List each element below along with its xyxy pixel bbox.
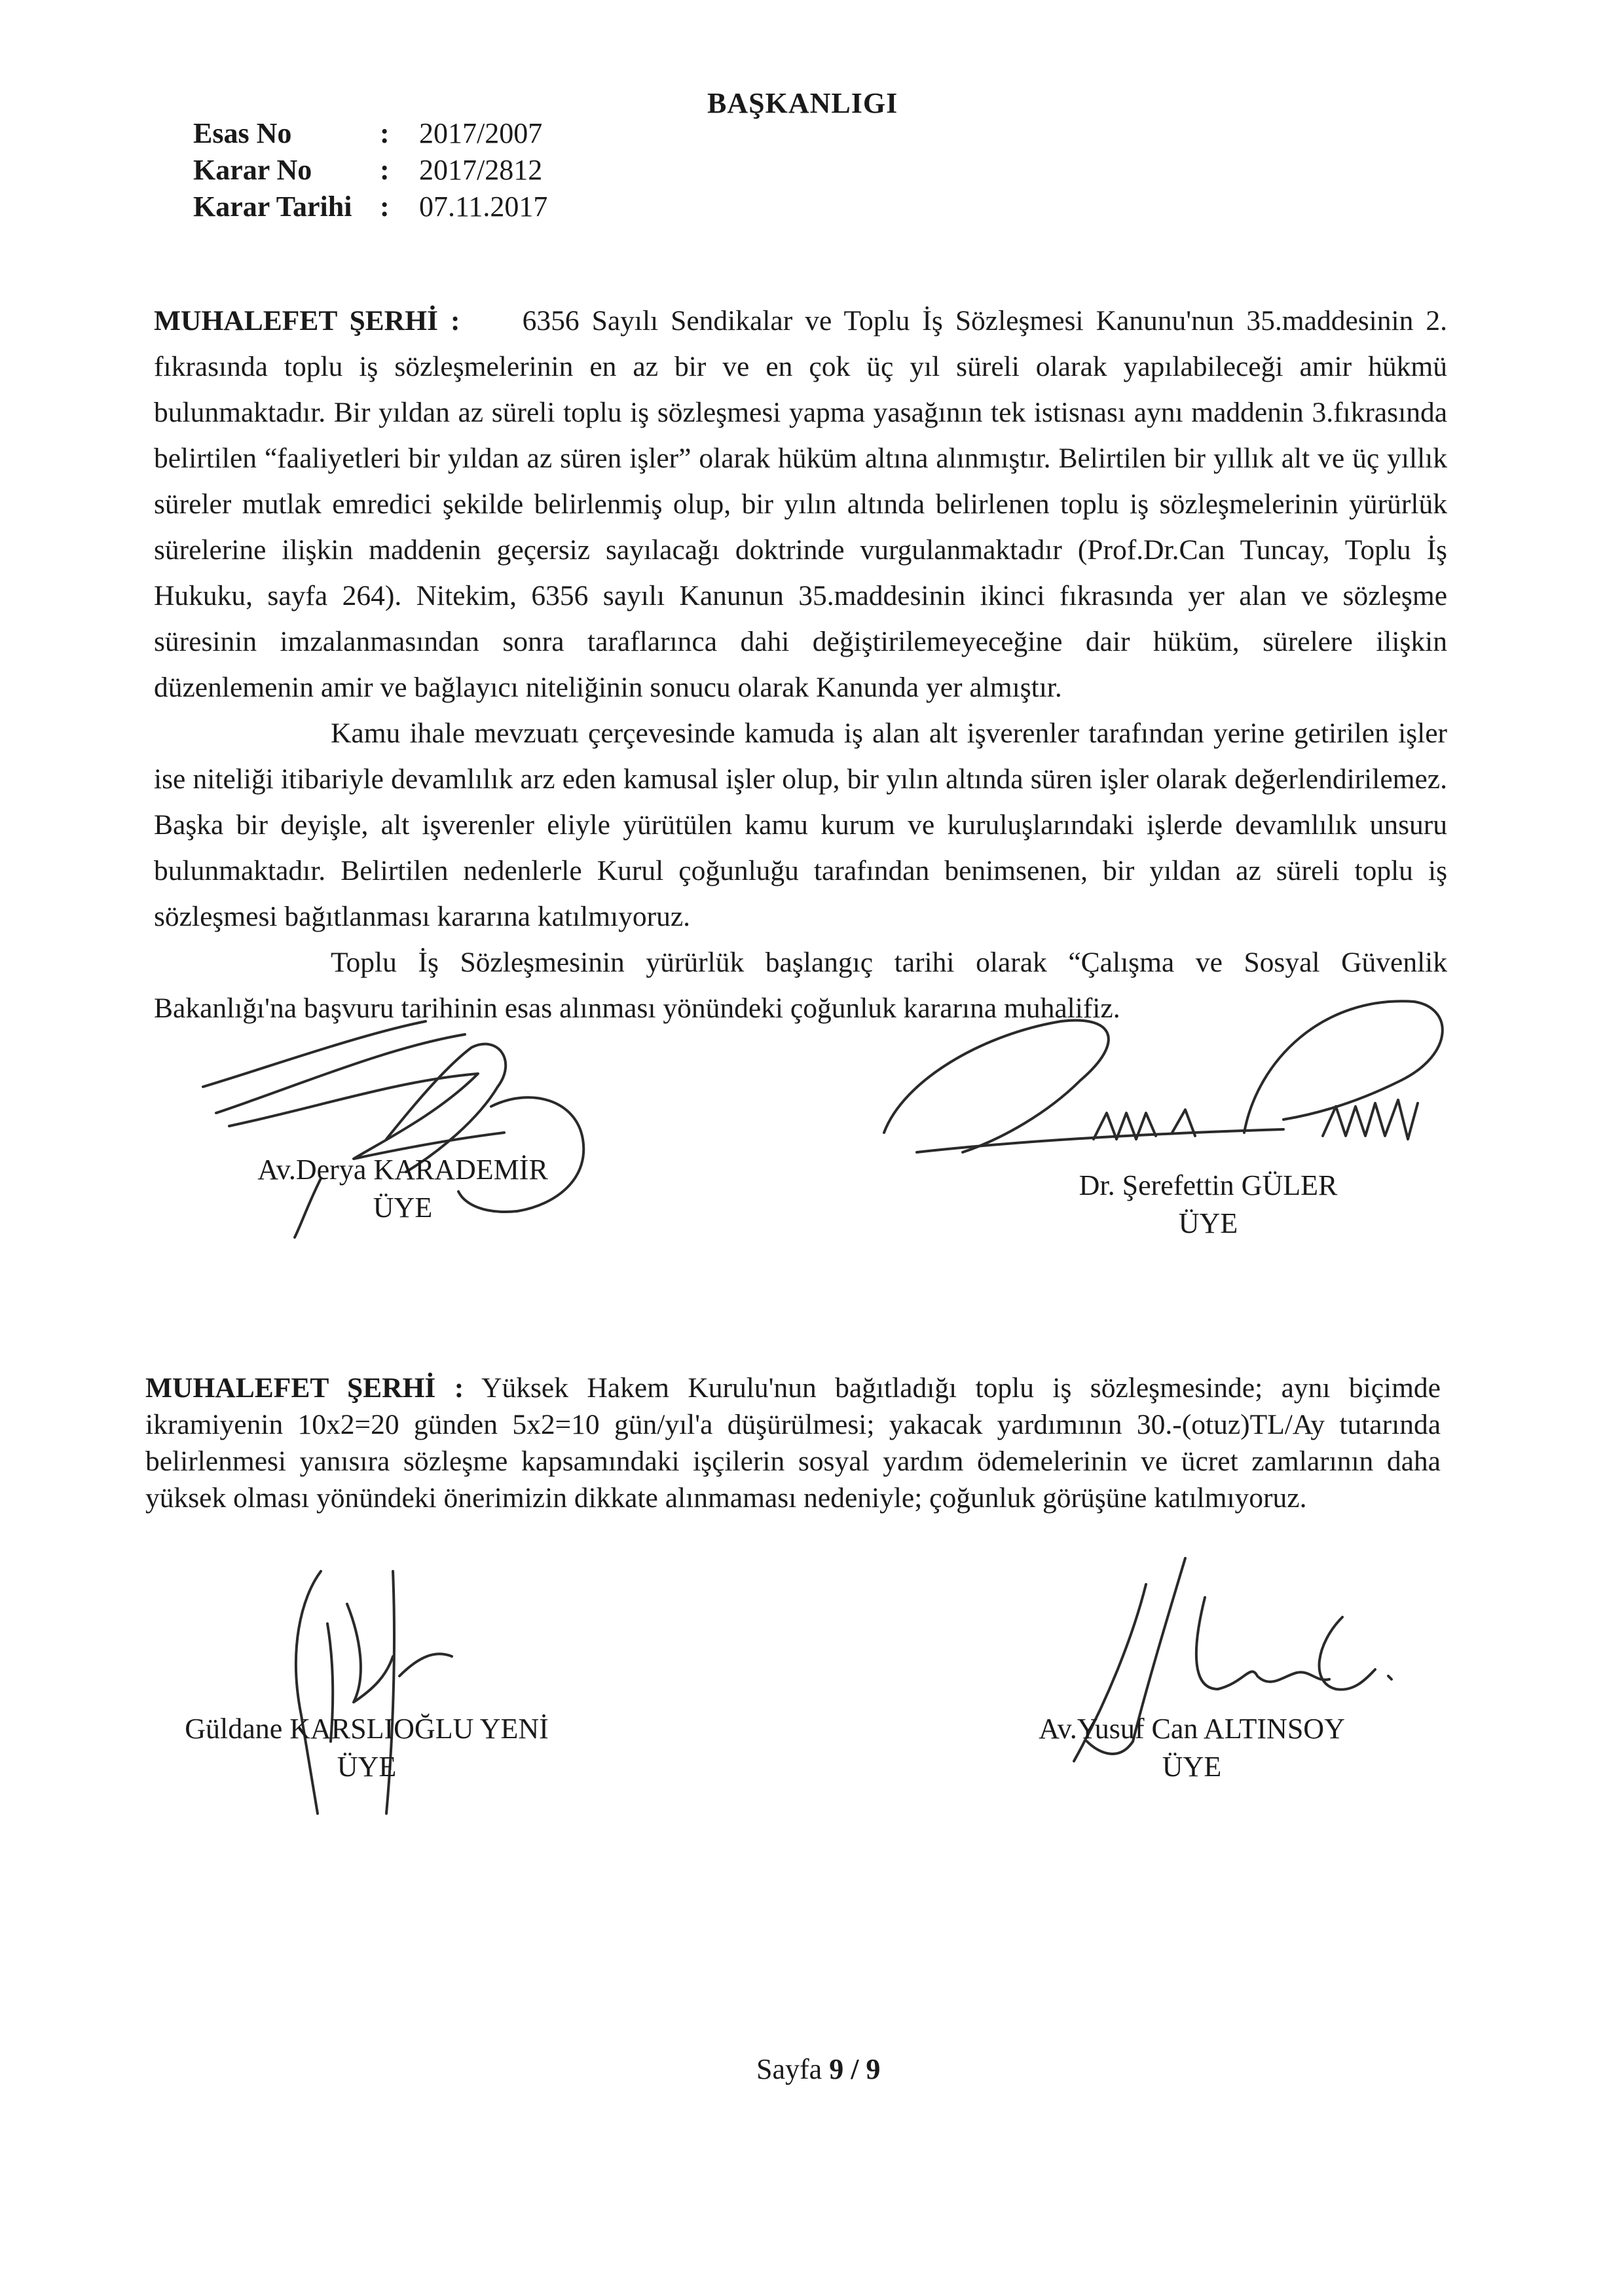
signer-2-right [982,1710,1401,1786]
signer-2-right-role: ÜYE [1162,1751,1222,1783]
esas-label: Esas No [193,117,292,149]
signer-2-left-role: ÜYE [337,1751,397,1783]
dissent-1-lead: MUHALEFET ŞERHİ : [154,305,460,337]
signer-1-right [1012,1167,1405,1243]
signer-1-right-role: ÜYE [1178,1207,1238,1239]
case-info-karar [193,152,547,189]
case-info-esas [193,115,547,152]
case-info [193,115,547,225]
page-number: 9 / 9 [829,2053,881,2085]
esas-colon: : [380,117,390,149]
tarih-colon: : [380,191,390,223]
page-footer-prefix: Sayfa [756,2053,822,2085]
esas-value: 2017/2007 [419,117,543,149]
signer-1-left-role: ÜYE [373,1192,433,1224]
dissent-2-lead: MUHALEFET ŞERHİ : [145,1372,464,1404]
signature-serefettin-guler [864,982,1493,1178]
signer-1-right-name: Dr. Şerefettin GÜLER [1079,1169,1338,1201]
karar-value: 2017/2812 [419,154,543,186]
dissent-1-paragraph-1 [154,298,1447,710]
page-footer [756,2052,880,2086]
signer-2-left-name: Güldane KARSLIOĞLU YENİ [185,1713,549,1745]
dissent-section-2 [145,1370,1441,1516]
dissent-section-1 [154,298,1447,1031]
signer-2-right-name: Av.Yusuf Can ALTINSOY [1039,1713,1345,1745]
karar-colon: : [380,154,390,186]
dissent-1-text-1: 6356 Sayılı Sendikalar ve Toplu İş Sözleşmesi Kanunu'nun 35.maddesinin 2. fıkrasında toplu iş sözleşmelerinin en az bir ve en çok üç yıl süreli olarak yapılabileceği amir hükmü bulunmaktadır. Bir yıldan az süreli toplu iş sözleşmesi yapma yasağının tek istisnası aynı maddenin 3.fıkrasında belirtilen “faaliyetleri bir yıldan az süren işler” olarak hüküm altına alınmıştır. Belirtilen bir yıllık alt ve üç yıllık süreler mutlak emredici şekilde belirlenmiş olup, bir yılın altında belirlenen toplu iş sözleşmelerinin yürürlük sürelerine ilişkin maddenin geçersiz sayılacağı doktrinde vurgulanmaktadır (Prof.Dr.Can Tuncay, Toplu İş Hukuku, sayfa 264). Nitekim, 6356 sayılı Kanunun 35.maddesinin ikinci fıkrasında yer alan ve sözleşme süresinin imzalanmasından sonra taraflarınca dahi değiştirilemeyeceğine dair hüküm, sürelere ilişkin düzenlemenin amir ve bağlayıcı niteliğinin sonucu olarak Kanunda yer almıştır. [154,305,1447,703]
case-info-tarih [193,189,547,225]
dissent-2-text-1: Yüksek Hakem Kurulu'nun bağıtladığı toplu iş sözleşmesinde; aynı biçimde ikramiyenin 10x2=20 günden 5x2=10 gün/yıl'a düşürülmesi; yakacak yardımının 30.-(otuz)TL/Ay tutarında belirlenmesi yanısıra sözleşme kapsamındaki işçilerin sosyal yardım ödemelerinin ve ücret zamlarının daha yüksek olması yönündeki önerimizin dikkate alınmaması nedeniyle; çoğunluk görüşüne katılmıyoruz. [145,1372,1441,1514]
karar-label: Karar No [193,154,312,186]
tarih-value: 07.11.2017 [419,191,548,223]
dissent-1-paragraph-3: Toplu İş Sözleşmesinin yürürlük başlangıç tarihi olarak “Çalışma ve Sosyal Güvenlik Bakanlığı'na başvuru tarihinin esas alınması yönündeki çoğunluk kararına muhalifiz. [154,947,1447,1024]
page-header-title: BAŞKANLIGI [707,87,898,119]
signer-1-left-name: Av.Derya KARADEMİR [257,1154,548,1186]
tarih-label: Karar Tarihi [193,191,352,223]
dissent-1-paragraph-2: Kamu ihale mevzuatı çerçevesinde kamuda iş alan alt işverenler tarafından yerine getirilen işler ise niteliği itibariyle devamlılık arz eden kamusal işler olup, bir yılın altında süren işler olarak değerlendirilemez. Başka bir deyişle, alt işverenler eliyle yürütülen kamu kurum ve kuruluşlarındaki işlerde devamlılık unsuru bulunmaktadır. Belirtilen nedenlerle Kurul çoğunluğu tarafından benimsenen, bir yıldan az süreli toplu iş sözleşmesi bağıtlanması kararına katılmıyoruz. [154,718,1447,932]
dissent-2-paragraph-1 [145,1370,1441,1516]
signer-1-left [239,1151,566,1227]
signer-2-left [164,1710,570,1786]
